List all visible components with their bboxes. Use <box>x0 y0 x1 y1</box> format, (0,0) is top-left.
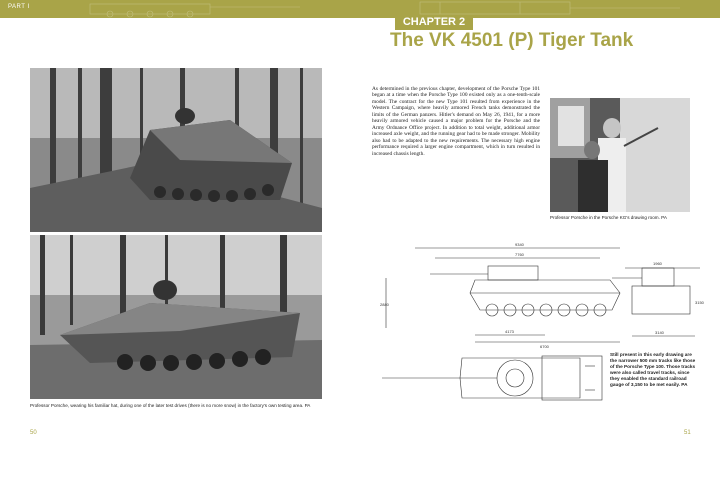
body-paragraph: As determined in the previous chapter, development of the Porsche Type 101 began at a time when the Porsche Type 100 existed only as a one-tenth-scale model. The contract for the new Type 101 resulted from experience in the Western Campaign, where heavily armored French tanks demonstrated the limits of the German panzers. Hitler's demand on May 26, 1941, for a more heavily armored vehicle caused a major problem for the Porsche and the Army Ordnance Office project. In addition to total weight, additional armor increased axle weight, and the running gear had to be made stronger. Mobility also had to be adapted to the new requirements. The necessary high engine performance required a larger engine compartment, which in turn resulted in increased chassis length. <box>372 86 540 157</box>
dim-wheelbase: 4173 <box>505 329 514 334</box>
caption-portrait-photo: Professor Porsche in the Porsche KG's drawing room. PA <box>550 215 667 220</box>
chapter-title: The VK 4501 (P) Tiger Tank <box>390 30 634 51</box>
photo-tank-forest-top <box>30 68 322 232</box>
dim-gauge: 3150 <box>695 300 704 305</box>
caption-drawing: Still present in this early drawing are the narrower 500 mm tracks like those of the Porsche Type 100. Those tracks were also called travel tracks, since they enabled the standard railroad gauge of 3,150 to be met easily. PA <box>610 352 696 387</box>
header-tank-sketch <box>0 0 720 18</box>
dim-upper-length: 7760 <box>515 252 524 257</box>
part-label: PART I <box>8 4 30 10</box>
page-number-right: 51 <box>684 430 691 436</box>
page-number-left: 50 <box>30 430 37 436</box>
caption-bottom-photo: Professor Porsche, wearing his familiar hat, during one of the later test drives (there is no more snow) in the factory's own testing area. PA <box>30 403 311 408</box>
photo-tank-forest-bottom <box>30 235 322 399</box>
dim-track-width: 3140 <box>655 330 664 335</box>
photo-porsche-drawing-room <box>550 98 690 212</box>
chapter-label: CHAPTER 2 <box>395 15 473 30</box>
dim-turret-width: 1960 <box>653 261 662 266</box>
dim-hull-length: 6700 <box>540 344 549 349</box>
dim-overall-length: 9340 <box>515 242 524 247</box>
dim-height: 2880 <box>380 302 389 307</box>
